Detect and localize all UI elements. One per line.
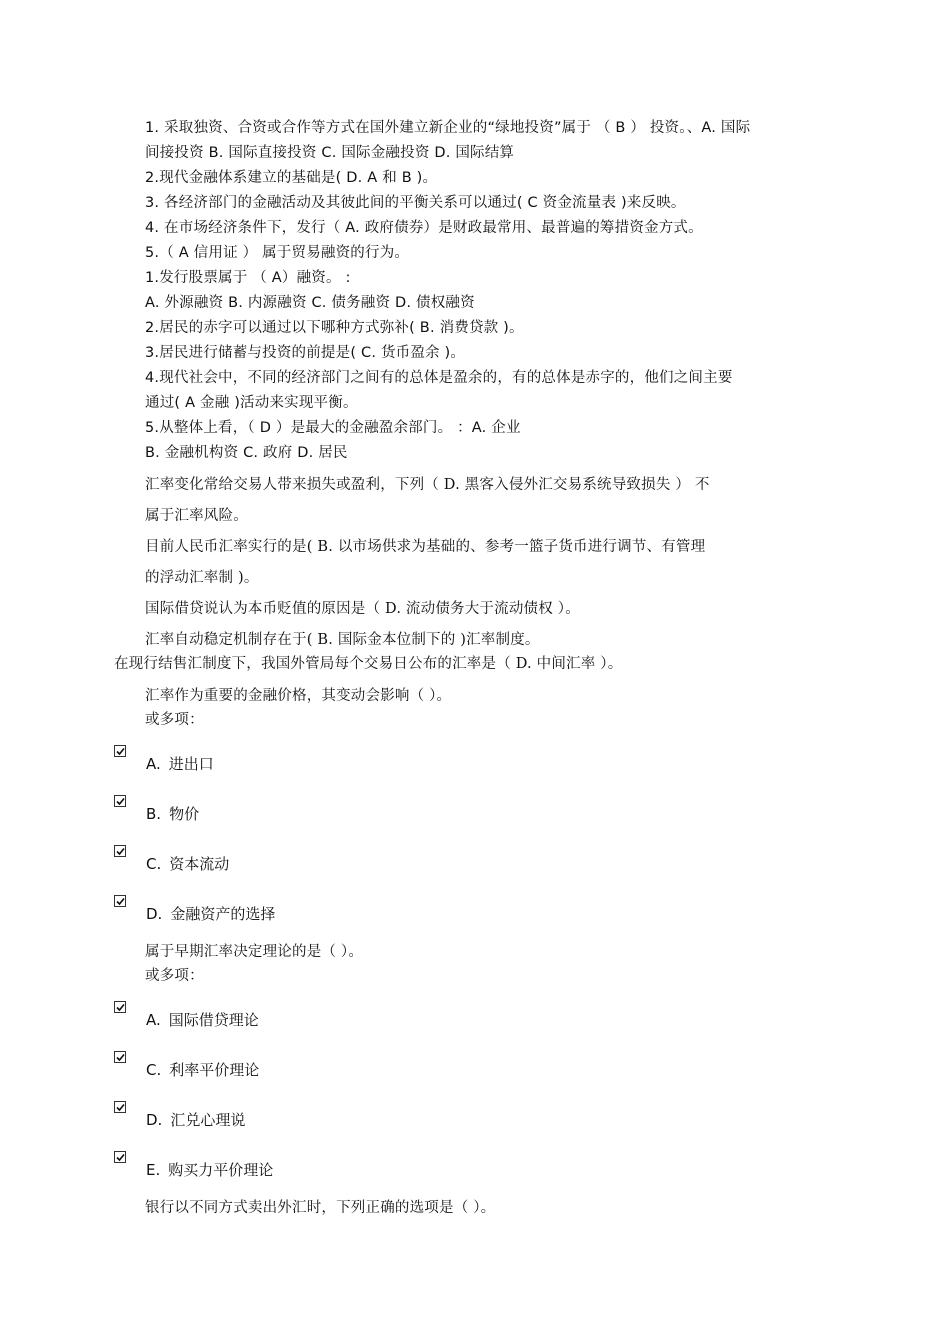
text-line: 属于汇率风险。 — [145, 508, 248, 524]
text-line: 间接投资 B. 国际直接投资 C. 国际金融投资 D. 国际结算 — [145, 145, 515, 161]
question-stem: 汇率作为重要的金融价格，其变动会影响（ ）。 — [145, 688, 452, 704]
check-icon — [115, 896, 126, 907]
check-icon — [115, 746, 126, 757]
text-line: 2.居民的赤字可以通过以下哪种方式弥补( B. 消费贷款 )。 — [145, 320, 524, 336]
option-b: B. 物价 — [146, 805, 200, 823]
text-line: 1.发行股票属于 （ A）融资。 : — [145, 270, 351, 286]
text-line: 汇率自动稳定机制存在于( B. 国际金本位制下的 )汇率制度。 — [145, 632, 540, 648]
text-line: 4. 在市场经济条件下，发行（ A. 政府债券）是财政最常用、最普遍的筹措资金方式。 — [145, 220, 703, 236]
check-icon — [115, 1052, 126, 1063]
question-subtitle: 或多项： — [145, 968, 204, 984]
option-d: D. 金融资产的选择 — [146, 905, 276, 923]
option-checkbox[interactable] — [114, 795, 126, 807]
check-icon — [115, 1102, 126, 1113]
question-stem: 银行以不同方式卖出外汇时，下列正确的选项是（ ）。 — [145, 1200, 496, 1216]
text-line: 4.现代社会中，不同的经济部门之间有的总体是盈余的，有的总体是赤字的，他们之间主要 — [145, 370, 733, 386]
check-icon — [115, 1152, 126, 1163]
text-line: 3. 各经济部门的金融活动及其彼此间的平衡关系可以通过( C 资金流量表 )来反映。 — [145, 195, 686, 211]
text-line: 2.现代金融体系建立的基础是( D. A 和 B )。 — [145, 170, 438, 186]
option-checkbox[interactable] — [114, 1101, 126, 1113]
option-a: A. 进出口 — [146, 755, 214, 773]
text-line: 在现行结售汇制度下，我国外管局每个交易日公布的汇率是（ D. 中间汇率 ）。 — [114, 656, 623, 672]
text-line: B. 金融机构资 C. 政府 D. 居民 — [145, 445, 348, 461]
option-c: C. 资本流动 — [146, 855, 230, 873]
text-line: 的浮动汇率制 )。 — [145, 570, 259, 586]
option-c: C. 利率平价理论 — [146, 1061, 260, 1079]
option-d: D. 汇兑心理说 — [146, 1111, 246, 1129]
option-checkbox[interactable] — [114, 845, 126, 857]
option-checkbox[interactable] — [114, 895, 126, 907]
text-line: 1. 采取独资、合资或合作等方式在国外建立新企业的“绿地投资”属于 （ B ） 投资。、A. 国际 — [145, 120, 751, 136]
check-icon — [115, 846, 126, 857]
text-line: 目前人民币汇率实行的是( B. 以市场供求为基础的、参考一篮子货币进行调节、有管理 — [145, 539, 706, 555]
option-checkbox[interactable] — [114, 1151, 126, 1163]
option-e: E. 购买力平价理论 — [146, 1161, 274, 1179]
check-icon — [115, 796, 126, 807]
question-subtitle: 或多项： — [145, 712, 204, 728]
check-icon — [115, 1002, 126, 1013]
option-checkbox[interactable] — [114, 1051, 126, 1063]
question-stem: 属于早期汇率决定理论的是（ ）。 — [145, 944, 364, 960]
text-line: 3.居民进行储蓄与投资的前提是( C. 货币盈余 )。 — [145, 345, 466, 361]
option-checkbox[interactable] — [114, 745, 126, 757]
text-line: 通过( A 金融 )活动来实现平衡。 — [145, 395, 358, 411]
text-line: 汇率变化常给交易人带来损失或盈利，下列（ D. 黑客入侵外汇交易系统导致损失 ） 不 — [145, 477, 710, 493]
option-checkbox[interactable] — [114, 1001, 126, 1013]
text-line: 5.（ A 信用证 ） 属于贸易融资的行为。 — [145, 245, 410, 261]
text-line: 国际借贷说认为本币贬值的原因是（ D. 流动债务大于流动债权 ）。 — [145, 601, 580, 617]
text-line: A. 外源融资 B. 内源融资 C. 债务融资 D. 债权融资 — [145, 295, 475, 311]
text-line: 5.从整体上看，（ D ）是最大的金融盈余部门。 ：A. 企业 — [145, 420, 521, 436]
option-a: A. 国际借贷理论 — [146, 1011, 259, 1029]
